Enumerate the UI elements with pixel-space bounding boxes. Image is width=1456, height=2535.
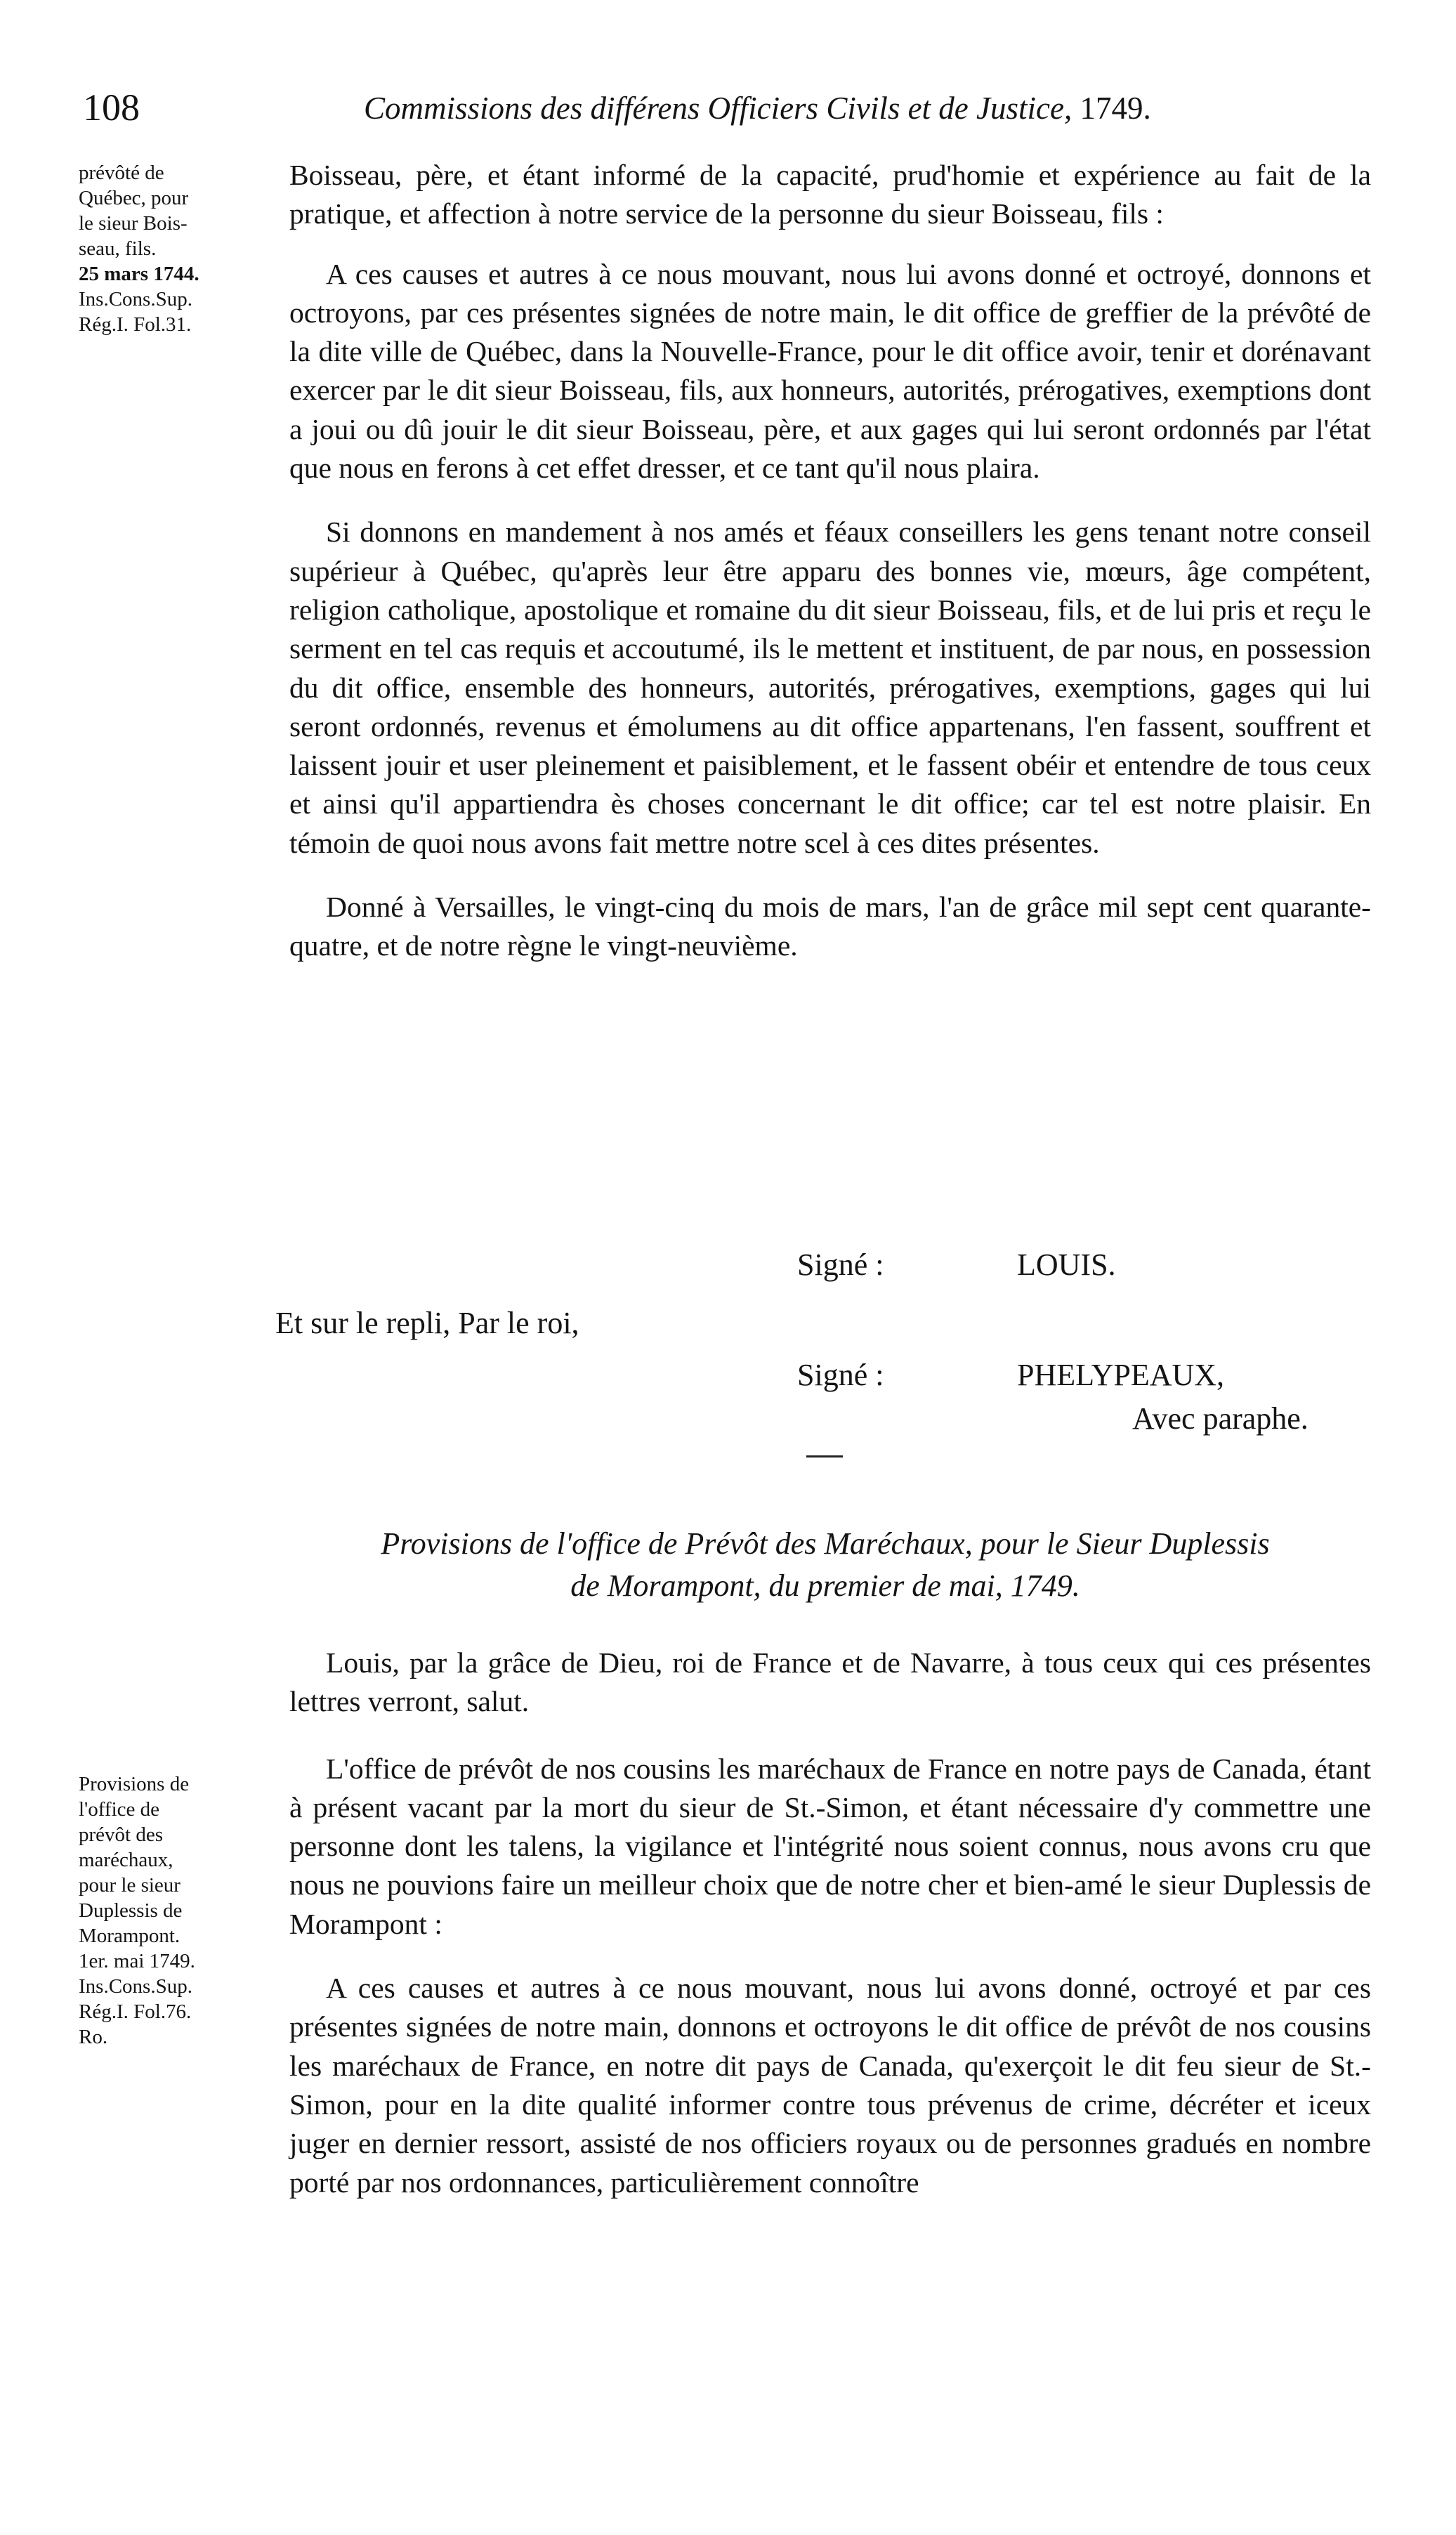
signature-name-phelypeaux: PHELYPEAUX, [1017,1358,1225,1392]
paragraph: Boisseau, père, et étant informé de la capacité, prud'homie et expérience au fait de la pratique, et affection à notre service de la personne du sieur Boisseau, fils : [289,159,1371,230]
section-divider [806,1455,843,1458]
page-header [83,86,1373,135]
margin-note-line: Rég.I. Fol.31. [79,313,192,336]
margin-note-line: maréchaux, [79,1849,173,1871]
margin-note-line: Québec, pour [79,187,189,209]
signature-label: Signé : [797,1358,884,1392]
margin-note-line: seau, fils. [79,237,157,260]
margin-note-line: pour le sieur [79,1874,181,1897]
margin-note-line: le sieur Bois- [79,212,188,235]
margin-note-line: prévôt des [79,1823,163,1846]
margin-note-line: Rég.I. Fol.76. [79,2000,192,2023]
running-title-text: Commissions des différens Officiers Civils et de Justice, [364,91,1073,126]
margin-note-line: Provisions de [79,1773,190,1795]
paraphe-note: Avec paraphe. [1132,1401,1309,1436]
margin-note-boisseau [79,160,282,337]
paragraph: A ces causes et autres à ce nous mouvant, nous lui avons donné et octroyé, donnons et octroyons, par ces présentes signées de notre main, le dit office de greffier de la prévôté de la dite ville de Québec, dans la Nouvelle-France, pour le dit office avoir, tenir et dorénavant exercer par le dit sieur Boisseau, fils, aux honneurs, autorités, prérogatives, exemptions dont a joui ou dû jouir le dit sieur Boisseau, père, et aux gages qui lui seront ordonnés par l'état que nous en ferons à cet effet dresser, et ce tant qu'il nous plaira. [289,257,1371,485]
margin-note-duplessis [79,1771,282,2050]
section-title [277,1523,1373,1607]
margin-note-line: Ins.Cons.Sup. [79,288,192,310]
margin-note-line: Ro. [79,2026,108,2048]
repli-line: Et sur le repli, Par le roi, [275,1306,579,1340]
paragraph: L'office de prévôt de nos cousins les maréchaux de France en notre pays de Canada, étant à présent vacant par la mort du sieur de St.-Simon, et étant nécessaire d'y commettre une personne dont les talens, la vigilance et l'intégrité nous soient connus, nous avons cru que nous ne pouvions faire un meilleur choix que de notre cher et bien-amé le sieur Duplessis de Morampont : [289,1752,1371,1940]
margin-note-line: Morampont. [79,1925,181,1947]
margin-note-line: Duplessis de [79,1899,183,1922]
page-number: 108 [83,86,140,129]
section-title-line: de Morampont, du premier de mai, 1749. [570,1568,1080,1603]
margin-note-line: 25 mars 1744. [79,263,199,285]
paragraph: A ces causes et autres à ce nous mouvant, nous lui avons donné, octroyé et par ces présentes signées de notre main, donnons et octroyons le dit office de prévôt de nos cousins les maréchaux de France, en notre dit pays de Canada, qu'exerçoit le dit feu sieur de St.-Simon, pour en la dite qualité informer contre tous prévenus de crime, décréter et iceux juger en dernier ressort, assisté de nos officiers royaux ou de personnes gradués en nombre porté par nos ordonnances, particulièrement connoître [289,1972,1371,2199]
body-text-boisseau [289,156,1371,966]
margin-note-line: Ins.Cons.Sup. [79,1975,192,1998]
signature-name-louis: LOUIS. [1017,1247,1116,1282]
running-title [364,90,1151,126]
paragraph: Si donnons en mandement à nos amés et féaux conseillers les gens tenant notre conseil supérieur à Québec, qu'après leur être apparu des bonnes vie, mœurs, âge compétent, religion catholique, apostolique et romaine du dit sieur Boisseau, fils, et de lui pris et reçu le serment en tel cas requis et accoutumé, ils le mettent et instituent, de par nous, en possession du dit office, ensemble des honneurs, autorités, prérogatives, exemptions, gages qui lui seront ordonnés, revenus et émolumens au dit office appartenans, l'en fassent, souffrent et laissent jouir et user pleinement et paisiblement, et le fassent obéir et entendre de tous ceux et ainsi qu'il appartiendra ès choses concernant le dit office; car tel est notre plaisir. En témoin de quoi nous avons fait mettre notre scel à ces dites présentes. [289,516,1371,859]
paragraph: Louis, par la grâce de Dieu, roi de France et de Navarre, à tous ceux qui ces présentes lettres verront, salut. [289,1646,1371,1718]
margin-note-line: prévôté de [79,162,164,184]
margin-note-line: 1er. mai 1749. [79,1950,195,1972]
signature-label: Signé : [797,1247,884,1282]
margin-note-line: l'office de [79,1798,159,1821]
body-text-duplessis [289,1644,1371,2202]
running-title-year: 1749. [1080,91,1151,126]
paragraph: Donné à Versailles, le vingt-cinq du mois de mars, l'an de grâce mil sept cent quarante-quatre, et de notre règne le vingt-neuvième. [289,891,1371,962]
section-title-line: Provisions de l'office de Prévôt des Maréchaux, pour le Sieur Duplessis [381,1526,1270,1561]
